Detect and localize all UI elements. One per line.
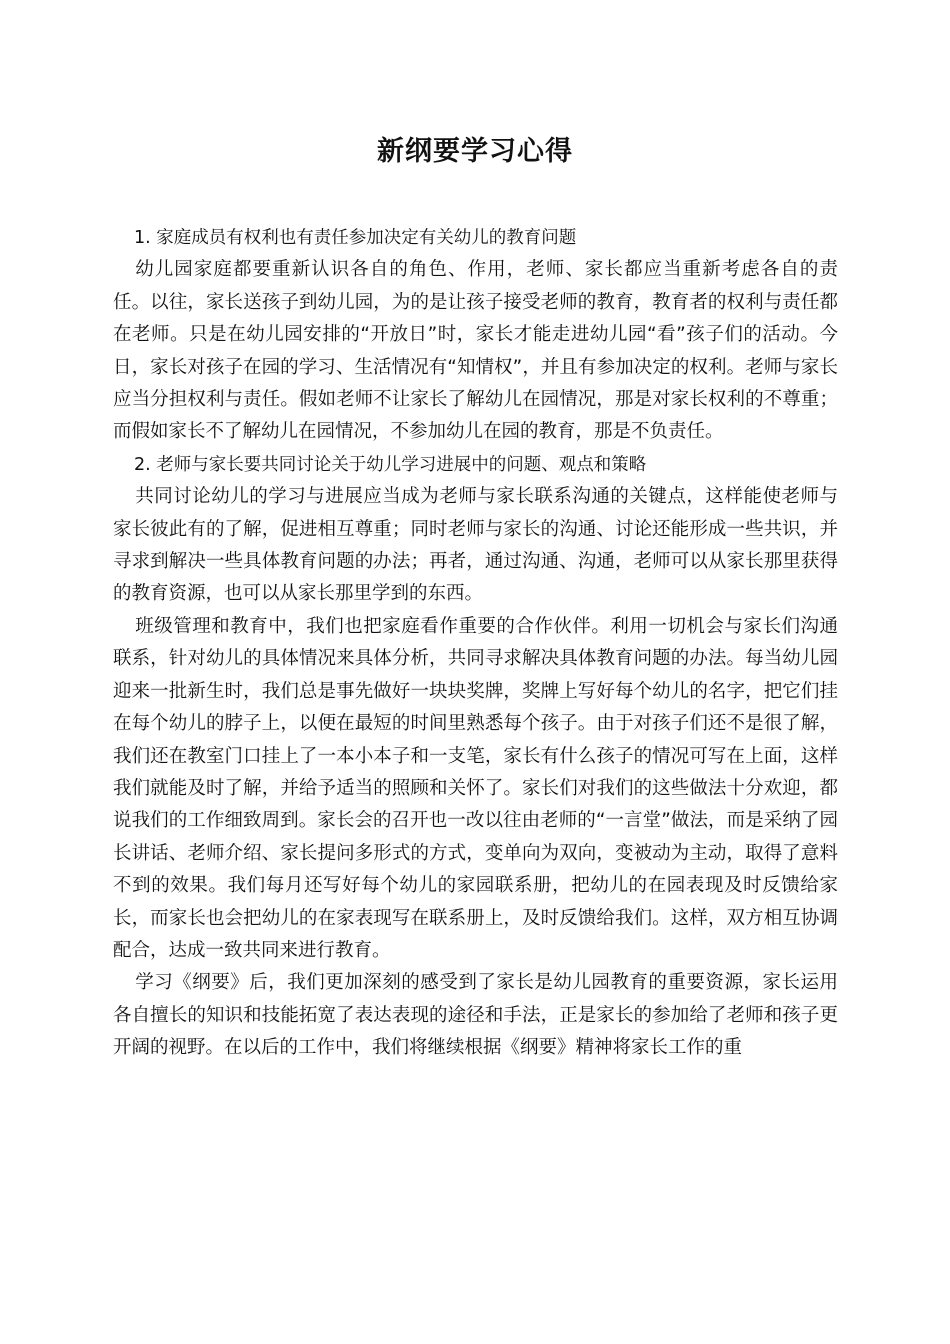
paragraph-2: 共同讨论幼儿的学习与进展应当成为老师与家长联系沟通的关键点，这样能使老师与家长彼此有的了解，促进相互尊重；同时老师与家长的沟通、讨论还能形成一些共识，并寻求到解决一些具体教育问题的办法；再者，通过沟通、沟通，老师可以从家长那里获得的教育资源，也可以从家长那里学到的东西。 [113, 486, 838, 605]
document-title: 新纲要学习心得 [377, 136, 573, 167]
paragraph-1: 幼儿园家庭都要重新认识各自的角色、作用，老师、家长都应当重新考虑各自的责任。以往，家长送孩子到幼儿园，为的是让孩子接受老师的教育，教育者的权利与责任都在老师。只是在幼儿园安排的“开放日”时，家长才能走进幼儿园“看”孩子们的活动。今日，家长对孩子在园的学习、生活情况有“知情权”，并且有参加决定的权利。老师与家长应当分担权利与责任。假如老师不让家长了解幼儿在园情况，那是对家长权利的不尊重；而假如家长不了解幼儿在园情况，不参加幼儿在园的教育，那是不负责任。 [113, 259, 838, 443]
section-heading-1: 1. 家庭成员有权利也有责任参加决定有关幼儿的教育问题 [134, 228, 577, 248]
section-heading-2: 2. 老师与家长要共同讨论关于幼儿学习进展中的问题、观点和策略 [134, 454, 647, 475]
paragraph-3: 班级管理和教育中，我们也把家庭看作重要的合作伙伴。利用一切机会与家长们沟通联系，针对幼儿的具体情况来具体分析，共同寻求解决具体教育问题的办法。每当幼儿园迎来一批新生时，我们总是事先做好一块块奖牌，奖牌上写好每个幼儿的名字，把它们挂在每个幼儿的脖子上，以便在最短的时间里熟悉每个孩子。由于对孩子们还不是很了解，我们还在教室门口挂上了一本小本子和一支笔，家长有什么孩子的情况可写在上面，这样我们就能及时了解，并给予适当的照顾和关怀了。家长们对我们的这些做法十分欢迎，都说我们的工作细致周到。家长会的召开也一改以往由老师的“一言堂”做法，而是采纳了园长讲话、老师介绍、家长提问多形式的方式，变单向为双向，变被动为主动，取得了意料不到的效果。我们每月还写好每个幼儿的家园联系册，把幼儿的在园表现及时反馈给家长，而家长也会把幼儿的在家表现写在联系册上，及时反馈给我们。这样，双方相互协调配合，达成一致共同来进行教育。 [113, 615, 838, 961]
paragraph-4: 学习《纲要》后，我们更加深刻的感受到了家长是幼儿园教育的重要资源，家长运用各自擅长的知识和技能拓宽了表达表现的途径和手法，正是家长的参加给了老师和孩子更开阔的视野。在以后的工作中，我们将继续根据《纲要》精神将家长工作的重 [113, 972, 838, 1059]
document-body [113, 222, 838, 1065]
